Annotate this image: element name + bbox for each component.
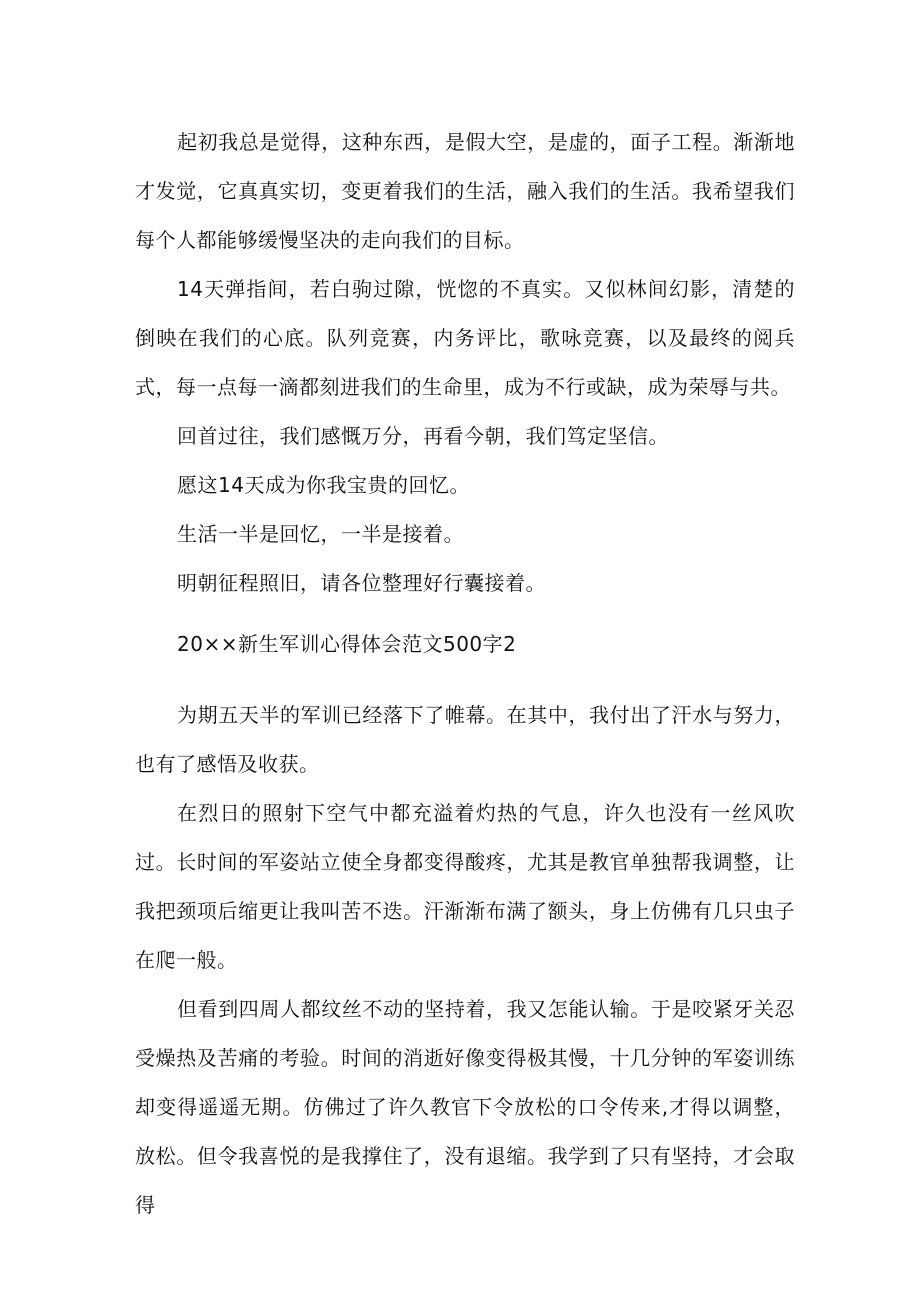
paragraph: 生活一半是回忆，一半是接着。	[177, 522, 464, 546]
document-body	[135, 118, 795, 1230]
paragraph: 回首过往，我们感慨万分，再看今朝，我们笃定坚信。	[177, 424, 669, 448]
paragraph: 为期五天半的军训已经落下了帷幕。在其中，我付出了汗水与努力，也有了感悟及收获。	[135, 703, 795, 776]
paragraph: 14天弹指间，若白驹过隙，恍惚的不真实。又似林间幻影，清楚的倒映在我们的心底。队列竞赛，内务评比，歌咏竞赛，以及最终的阅兵式，每一点每一滴都刻进我们的生命里，成为不行或缺，成为荣辱与共。	[135, 277, 795, 399]
paragraph: 明朝征程照旧，请各位整理好行囊接着。	[177, 571, 546, 595]
paragraph: 但看到四周人都纹丝不动的坚持着，我又怎能认输。于是咬紧牙关忍受燥热及苦痛的考验。时间的消逝好像变得极其慢，十几分钟的军姿训练却变得遥遥无期。仿佛过了许久教官下令放松的口令传来,才得以调整，放松。但令我喜悦的是我撑住了，没有退缩。我学到了只有坚持，才会取得	[135, 997, 795, 1217]
paragraph: 愿这14天成为你我宝贵的回忆。	[177, 473, 470, 497]
section-title: 20××新生军训心得体会范文500字2	[177, 632, 517, 656]
paragraph: 起初我总是觉得，这种东西，是假大空，是虚的，面子工程。渐渐地才发觉，它真真实切，变更着我们的生活，融入我们的生活。我希望我们每个人都能够缓慢坚决的走向我们的目标。	[135, 130, 795, 252]
paragraph: 在烈日的照射下空气中都充溢着灼热的气息，许久也没有一丝风吹过。长时间的军姿站立使全身都变得酸疼，尤其是教官单独帮我调整，让我把颈项后缩更让我叫苦不迭。汗渐渐布满了额头，身上仿佛有几只虫子在爬一般。	[135, 801, 795, 972]
